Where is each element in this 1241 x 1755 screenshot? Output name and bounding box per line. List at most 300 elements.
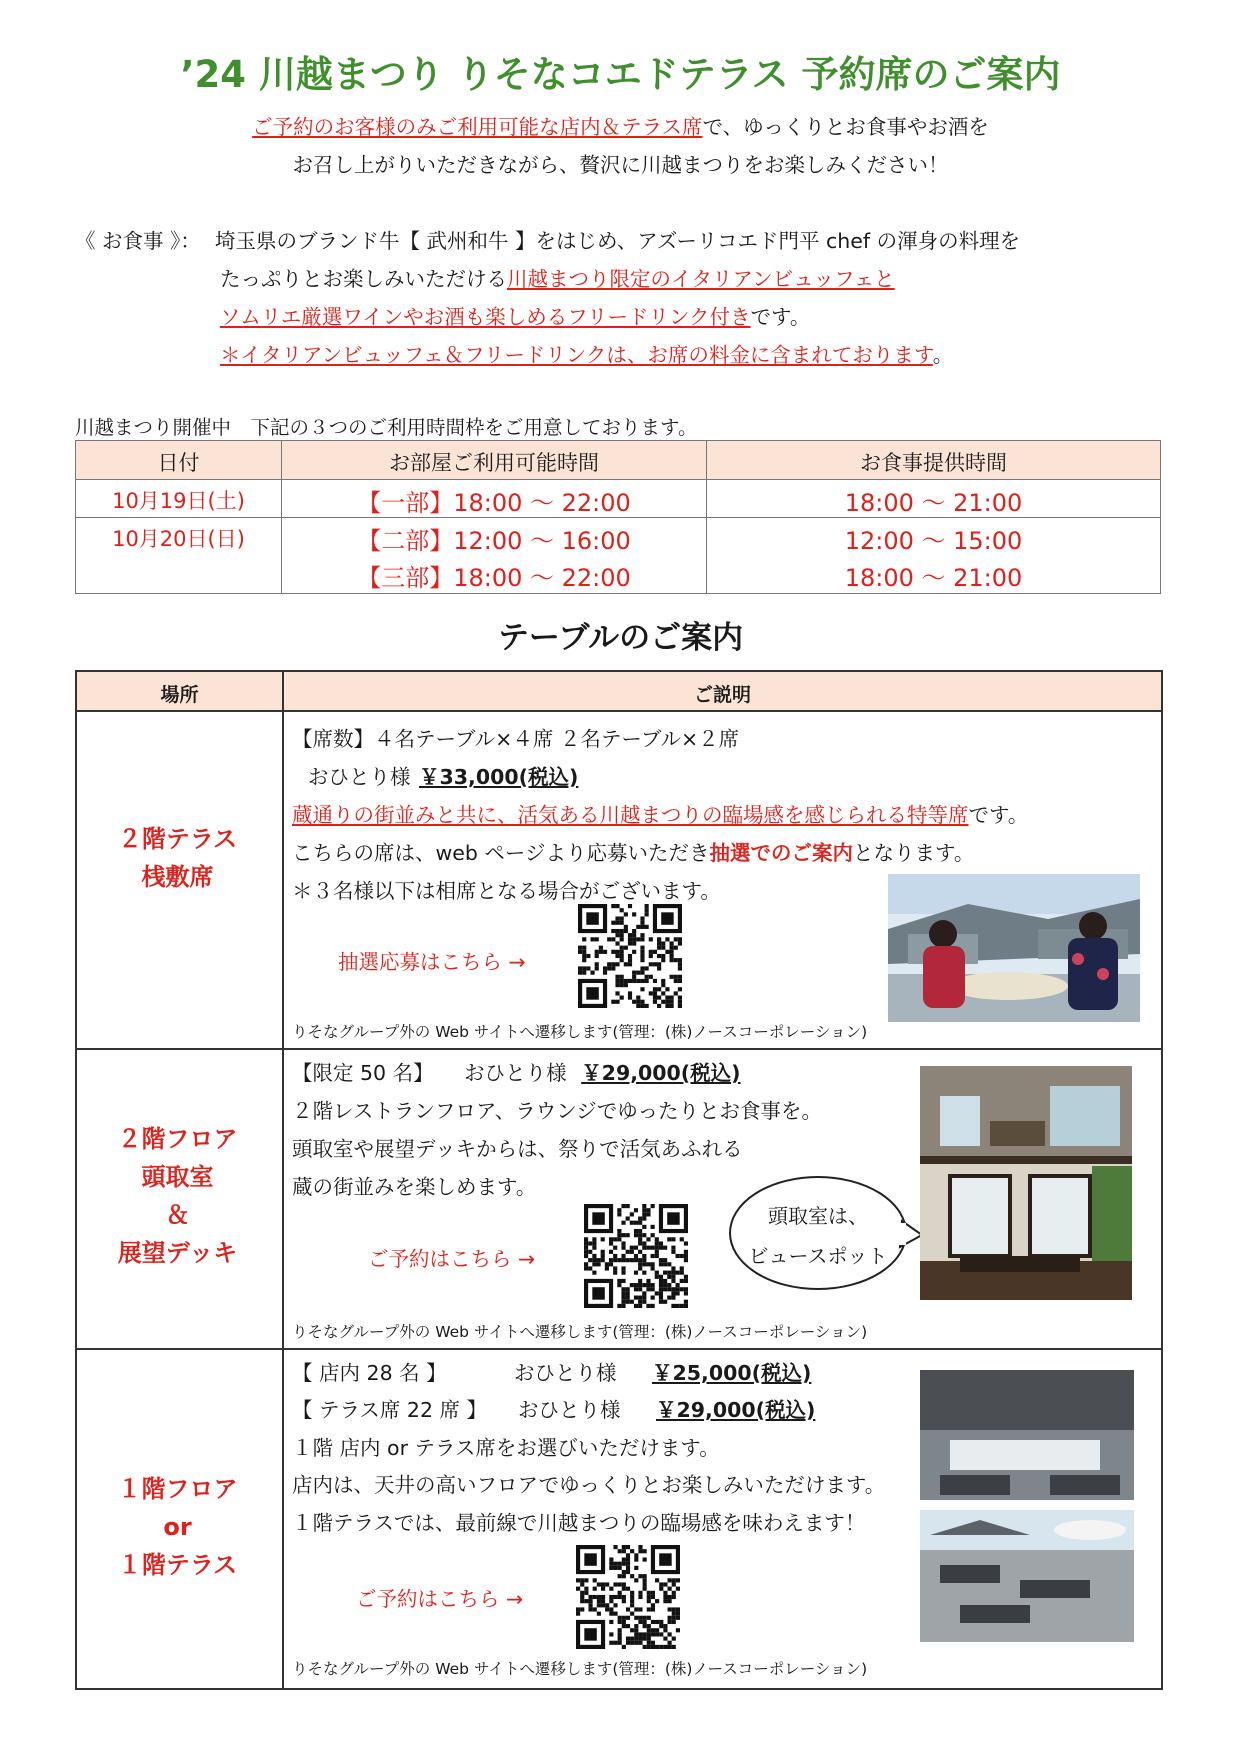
qr-module	[672, 1591, 676, 1595]
qr-module	[599, 946, 603, 950]
reservation-link[interactable]: ご予約はこちら →	[368, 1247, 536, 1271]
qr-module	[626, 1624, 630, 1628]
qr-finder	[592, 1212, 604, 1224]
qr-module	[659, 1624, 663, 1628]
qr-module	[674, 946, 678, 950]
qr-module	[667, 1287, 671, 1291]
qr-module	[609, 1250, 613, 1254]
schedule-date: 10月20日(日)	[112, 527, 245, 551]
qr-module	[582, 937, 586, 941]
qr-module	[653, 1000, 657, 1004]
qr-module	[576, 1587, 580, 1591]
qr-module	[630, 1246, 634, 1250]
qr-module	[672, 1595, 676, 1599]
qr-module	[653, 987, 657, 991]
meal-line-2	[220, 262, 895, 292]
qr-module	[663, 1582, 667, 1586]
qr-module	[672, 1578, 676, 1582]
qr-module	[655, 1632, 659, 1636]
qr-module	[659, 1246, 663, 1250]
qr-module	[651, 1591, 655, 1595]
qr-module	[661, 946, 665, 950]
qr-module	[592, 1237, 596, 1241]
qr-module	[626, 1204, 630, 1208]
qr-module	[653, 979, 657, 983]
qr-module	[680, 1271, 684, 1275]
qr-module	[640, 966, 644, 970]
qr-module	[584, 1578, 588, 1582]
qr-module	[622, 1549, 626, 1553]
qr-module	[613, 1612, 617, 1616]
qr-module	[613, 1641, 617, 1645]
qr-module	[684, 1250, 688, 1254]
qr-module	[638, 1216, 642, 1220]
qr-module	[671, 1279, 675, 1283]
qr-module	[642, 1241, 646, 1245]
description-line: 蔵の街並みを楽しめます。	[292, 1175, 537, 1199]
qr-module	[592, 1258, 596, 1262]
qr-module	[580, 1582, 584, 1586]
qr-module	[647, 1595, 651, 1599]
qr-module	[620, 933, 624, 937]
qr-module	[613, 1562, 617, 1566]
limit-label: 【限定 50 名】	[292, 1061, 434, 1085]
qr-module	[646, 1237, 650, 1241]
seating-header-place: 場所	[160, 684, 199, 706]
qr-module	[659, 1632, 663, 1636]
qr-module	[584, 1587, 588, 1591]
qr-module	[584, 1241, 588, 1245]
qr-module	[636, 925, 640, 929]
qr-module	[651, 1254, 655, 1258]
qr-module	[638, 1637, 642, 1641]
qr-module	[597, 1582, 601, 1586]
qr-module	[638, 1304, 642, 1308]
qr-module	[659, 1291, 663, 1295]
qr-module	[657, 946, 661, 950]
qr-module	[611, 921, 615, 925]
qr-module	[613, 1566, 617, 1570]
qr-module	[645, 925, 649, 929]
qr-module	[605, 1582, 609, 1586]
qr-module	[588, 1599, 592, 1603]
qr-module	[617, 1233, 621, 1237]
qr-module	[643, 1582, 647, 1586]
qr-module	[638, 1296, 642, 1300]
qr-module	[665, 937, 669, 941]
qr-module	[609, 1557, 613, 1561]
qr-module	[621, 1254, 625, 1258]
schedule-intro: 川越まつり開催中 下記の３つのご利用時間枠をご用意しております。	[75, 416, 698, 439]
qr-module	[670, 958, 674, 962]
qr-module	[645, 979, 649, 983]
price-line-terrace	[292, 1393, 816, 1423]
qr-module	[663, 1287, 667, 1291]
qr-module	[609, 1612, 613, 1616]
qr-module	[678, 966, 682, 970]
reservation-link[interactable]: ご予約はこちら →	[356, 1587, 524, 1611]
qr-module	[634, 1566, 638, 1570]
place-line: 展望デッキ	[117, 1239, 238, 1267]
qr-module	[626, 1637, 630, 1641]
qr-module	[620, 975, 624, 979]
qr-module	[621, 1258, 625, 1262]
qr-module	[593, 1587, 597, 1591]
qr-module	[593, 1595, 597, 1599]
qr-module	[676, 1304, 680, 1308]
qr-module	[672, 1645, 676, 1649]
qr-module	[609, 1241, 613, 1245]
qr-module	[584, 1599, 588, 1603]
qr-module	[615, 954, 619, 958]
qr-module	[601, 1237, 605, 1241]
intro-line-1-rest: で、ゆっくりとお食事やお酒を	[702, 115, 989, 139]
qr-module	[643, 1620, 647, 1624]
qr-module	[661, 983, 665, 987]
intro-highlight: ご予約のお客様のみご利用可能な店内＆テラス席	[252, 115, 703, 139]
meal-line-4-rest: 。	[932, 343, 954, 367]
qr-module	[647, 1645, 651, 1649]
qr-module	[588, 1607, 592, 1611]
qr-module	[640, 946, 644, 950]
external-site-note: りそなグループ外の Web サイトへ遷移します(管理：(株)ノースコーポレーション)	[292, 1660, 868, 1678]
qr-module	[621, 1221, 625, 1225]
qr-module	[605, 1607, 609, 1611]
qr-module	[628, 941, 632, 945]
price-prefix: おひとり様	[464, 1061, 567, 1085]
qr-module	[684, 1287, 688, 1291]
qr-module	[638, 1279, 642, 1283]
qr-module	[647, 1607, 651, 1611]
price-value: ￥33,000(税込)	[419, 765, 579, 789]
qr-module	[643, 1549, 647, 1553]
qr-module	[624, 979, 628, 983]
qr-module	[624, 912, 628, 916]
qr-module	[632, 979, 636, 983]
qr-module	[659, 1620, 663, 1624]
qr-module	[582, 946, 586, 950]
qr-module	[645, 975, 649, 979]
qr-module	[647, 1616, 651, 1620]
qr-module	[638, 1221, 642, 1225]
qr-module	[649, 954, 653, 958]
qr-module	[601, 1587, 605, 1591]
qr-module	[640, 921, 644, 925]
qr-module	[593, 1607, 597, 1611]
qr-module	[672, 1607, 676, 1611]
qr-module	[617, 1258, 621, 1262]
meal-line-3	[220, 300, 810, 330]
qr-module	[668, 1607, 672, 1611]
terrace-label: 【 テラス席 22 席 】	[292, 1398, 488, 1422]
qr-module	[680, 1266, 684, 1270]
qr-module	[626, 1291, 630, 1295]
qr-module	[671, 1275, 675, 1279]
qr-module	[582, 966, 586, 970]
speech-bubble-shape	[728, 1175, 928, 1295]
qr-module	[628, 933, 632, 937]
meal-line-2-highlight: 川越まつり限定のイタリアンビュッフェと	[507, 267, 895, 291]
qr-module	[601, 1258, 605, 1262]
qr-module	[668, 1595, 672, 1599]
qr-module	[663, 1283, 667, 1287]
qr-module	[665, 1004, 669, 1008]
qr-module	[674, 937, 678, 941]
qr-module	[651, 1603, 655, 1607]
tables-heading: テーブルのご案内	[497, 620, 744, 656]
qr-module	[617, 1237, 621, 1241]
qr-finder	[661, 912, 673, 924]
qr-module	[584, 1246, 588, 1250]
qr-module	[661, 954, 665, 958]
qr-module	[576, 1607, 580, 1611]
qr-module	[651, 1595, 655, 1599]
qr-module	[642, 1225, 646, 1229]
qr-module	[640, 937, 644, 941]
qr-module	[584, 1591, 588, 1595]
qr-module	[626, 1587, 630, 1591]
qr-module	[615, 962, 619, 966]
qr-module	[634, 1221, 638, 1225]
seating-row-divider	[77, 1048, 1161, 1050]
qr-module	[676, 1628, 680, 1632]
qr-module	[655, 1578, 659, 1582]
qr-module	[649, 937, 653, 941]
qr-module	[620, 916, 624, 920]
place-line: 桟敷席	[141, 863, 214, 891]
qr-module	[649, 950, 653, 954]
qr-module	[668, 1616, 672, 1620]
qr-module	[663, 1637, 667, 1641]
qr-module	[634, 1287, 638, 1291]
qr-module	[578, 966, 582, 970]
qr-module	[661, 941, 665, 945]
qr-module	[638, 1641, 642, 1645]
highlight-text: 蔵通りの街並みと共に、活気ある川越まつりの臨場感を感じられる特等席	[292, 803, 969, 827]
qr-code-reservation[interactable]	[584, 1204, 688, 1308]
qr-module	[588, 1266, 592, 1270]
qr-module	[621, 1287, 625, 1291]
qr-module	[678, 941, 682, 945]
qr-module	[643, 1637, 647, 1641]
qr-module	[607, 962, 611, 966]
highlight-rest: です。	[968, 803, 1029, 827]
place-line: １階テラス	[117, 1551, 238, 1579]
qr-module	[609, 1237, 613, 1241]
place-2f-floor	[75, 1120, 280, 1272]
qr-module	[618, 1628, 622, 1632]
qr-module	[684, 1304, 688, 1308]
qr-module	[630, 1612, 634, 1616]
qr-module	[599, 950, 603, 954]
qr-finder	[584, 1553, 596, 1565]
qr-module	[632, 929, 636, 933]
qr-module	[615, 941, 619, 945]
qr-module	[620, 983, 624, 987]
qr-module	[626, 1616, 630, 1620]
qr-module	[645, 908, 649, 912]
qr-module	[642, 1208, 646, 1212]
qr-module	[651, 1225, 655, 1229]
qr-module	[617, 1208, 621, 1212]
qr-module	[626, 1566, 630, 1570]
qr-module	[630, 1212, 634, 1216]
page-title: ’24 川越まつり りそなコエドテラス 予約席のご案内	[180, 53, 1061, 96]
qr-module	[618, 1595, 622, 1599]
qr-module	[626, 1233, 630, 1237]
qr-module	[670, 954, 674, 958]
qr-module	[626, 1607, 630, 1611]
qr-module	[634, 1208, 638, 1212]
qr-module	[640, 971, 644, 975]
qr-module	[678, 1004, 682, 1008]
qr-module	[609, 1587, 613, 1591]
photo-1f-floor-terrace	[920, 1370, 1134, 1642]
qr-module	[630, 1599, 634, 1603]
qr-module	[667, 1275, 671, 1279]
qr-module	[663, 1279, 667, 1283]
qr-module	[659, 1279, 663, 1283]
qr-module	[621, 1241, 625, 1245]
qr-module	[651, 1246, 655, 1250]
qr-module	[595, 954, 599, 958]
qr-module	[670, 996, 674, 1000]
qr-module	[655, 1291, 659, 1295]
qr-module	[626, 1300, 630, 1304]
qr-module	[636, 979, 640, 983]
qr-module	[626, 1562, 630, 1566]
qr-module	[668, 1587, 672, 1591]
qr-module	[597, 1612, 601, 1616]
qr-module	[678, 987, 682, 991]
qr-module	[632, 933, 636, 937]
qr-module	[582, 971, 586, 975]
qr-finder	[586, 912, 598, 924]
qr-module	[657, 987, 661, 991]
qr-module	[647, 1641, 651, 1645]
qr-module	[624, 946, 628, 950]
qr-module	[680, 1304, 684, 1308]
qr-module	[611, 962, 615, 966]
qr-module	[576, 1612, 580, 1616]
lottery-highlight: 抽選でのご案内	[709, 841, 853, 865]
price-value: ￥29,000(税込)	[581, 1061, 741, 1085]
highlight-line	[292, 798, 1028, 828]
qr-module	[657, 941, 661, 945]
qr-module	[676, 1587, 680, 1591]
lottery-link[interactable]: 抽選応募はこちら →	[338, 950, 526, 974]
qr-module	[613, 1237, 617, 1241]
qr-module	[626, 1296, 630, 1300]
qr-module	[588, 1241, 592, 1245]
qr-module	[646, 1283, 650, 1287]
qr-module	[586, 954, 590, 958]
qr-module	[618, 1549, 622, 1553]
qr-code-reservation[interactable]	[576, 1545, 680, 1649]
qr-module	[632, 971, 636, 975]
qr-module	[676, 1578, 680, 1582]
qr-module	[676, 1291, 680, 1295]
qr-module	[634, 1553, 638, 1557]
qr-module	[584, 1237, 588, 1241]
qr-module	[638, 1574, 642, 1578]
qr-module	[655, 1237, 659, 1241]
qr-module	[653, 996, 657, 1000]
qr-module	[680, 1254, 684, 1258]
qr-module	[620, 908, 624, 912]
qr-module	[642, 1258, 646, 1262]
qr-module	[640, 954, 644, 958]
qr-module	[684, 1279, 688, 1283]
qr-module	[620, 954, 624, 958]
qr-module	[622, 1587, 626, 1591]
qr-module	[651, 1204, 655, 1208]
qr-module	[601, 1595, 605, 1599]
qr-module	[655, 1275, 659, 1279]
qr-module	[620, 996, 624, 1000]
qr-code-lottery[interactable]	[578, 904, 682, 1008]
qr-module	[580, 1578, 584, 1582]
qr-module	[657, 937, 661, 941]
qr-module	[615, 983, 619, 987]
qr-module	[646, 1246, 650, 1250]
qr-module	[676, 1271, 680, 1275]
qr-module	[597, 1599, 601, 1603]
qr-module	[620, 929, 624, 933]
qr-module	[663, 1645, 667, 1649]
qr-module	[651, 1641, 655, 1645]
qr-module	[632, 912, 636, 916]
qr-module	[595, 950, 599, 954]
schedule-room-time: 【三部】18:00 ～ 22:00	[357, 564, 631, 592]
meal-line-2-pre: たっぷりとお楽しみいただける	[220, 267, 507, 291]
qr-module	[615, 975, 619, 979]
qr-module	[672, 1612, 676, 1616]
bubble-line: 頭取室は、	[768, 1204, 868, 1228]
qr-module	[640, 916, 644, 920]
qr-module	[674, 979, 678, 983]
qr-module	[609, 1641, 613, 1645]
qr-module	[655, 1241, 659, 1245]
qr-module	[657, 996, 661, 1000]
qr-module	[680, 1279, 684, 1283]
qr-module	[622, 1582, 626, 1586]
qr-module	[659, 1587, 663, 1591]
qr-module	[659, 1258, 663, 1262]
qr-module	[636, 996, 640, 1000]
qr-module	[618, 1574, 622, 1578]
photo-terrace	[888, 874, 1140, 1022]
qr-module	[620, 921, 624, 925]
qr-module	[645, 912, 649, 916]
qr-module	[597, 1595, 601, 1599]
qr-module	[582, 954, 586, 958]
qr-module	[668, 1578, 672, 1582]
qr-module	[634, 1607, 638, 1611]
qr-module	[630, 1574, 634, 1578]
qr-module	[634, 1578, 638, 1582]
qr-module	[613, 1266, 617, 1270]
qr-module	[617, 1212, 621, 1216]
qr-module	[615, 921, 619, 925]
photo-director-room	[920, 1066, 1132, 1300]
qr-module	[665, 950, 669, 954]
qr-module	[601, 1254, 605, 1258]
qr-module	[647, 1624, 651, 1628]
qr-finder	[659, 1553, 671, 1565]
qr-module	[674, 991, 678, 995]
qr-module	[647, 1632, 651, 1636]
